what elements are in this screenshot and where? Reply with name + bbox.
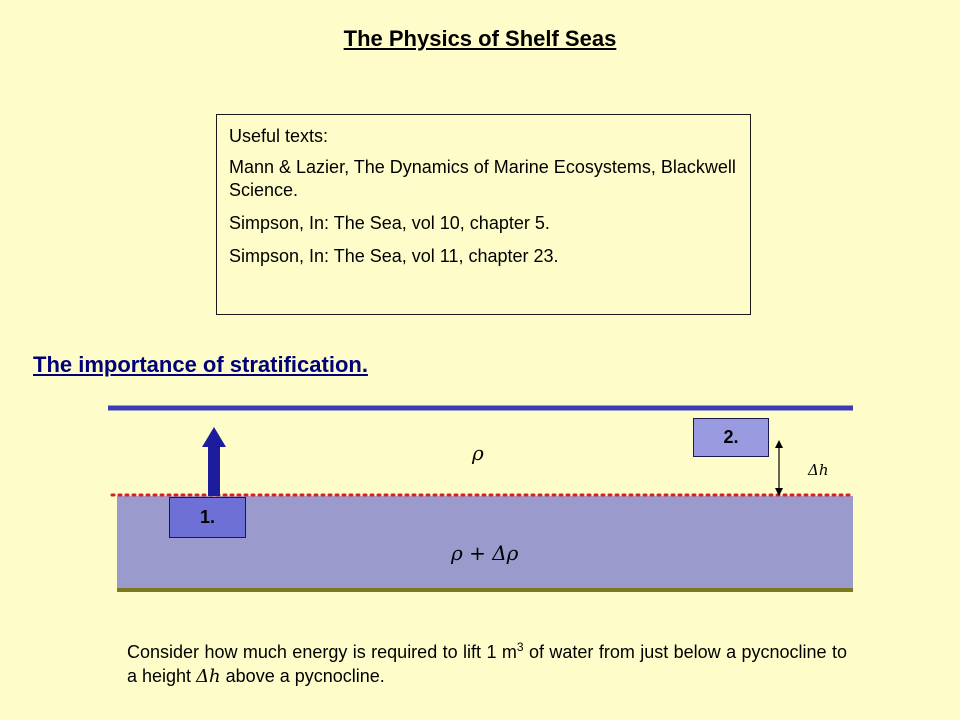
parcel-box-2: 2. — [693, 418, 769, 457]
height-arrow — [775, 440, 783, 496]
height-label: Δh — [808, 461, 829, 479]
parcel-box-1: 1. — [169, 497, 246, 538]
caption-superscript: 3 — [516, 640, 524, 654]
upper-density-label: ρ — [472, 441, 484, 465]
reference-item: Mann & Lazier, The Dynamics of Marine Ecosystems, Blackwell Science. — [229, 157, 736, 200]
reference-item: Simpson, In: The Sea, vol 11, chapter 23. — [229, 246, 559, 266]
lift-arrow — [202, 427, 226, 496]
caption-text — [127, 640, 847, 689]
reference-item: Simpson, In: The Sea, vol 10, chapter 5. — [229, 213, 550, 233]
section-heading: The importance of stratification. — [33, 352, 368, 377]
caption-symbol: Δh — [196, 666, 221, 687]
lower-density-label: ρ + Δρ — [451, 541, 519, 565]
useful-texts-heading: Useful texts: — [229, 126, 329, 146]
caption-part: above a pycnocline. — [220, 666, 385, 686]
caption-part: Consider how much energy is required to lift 1 m — [127, 642, 517, 662]
caption-part: of water from just below a pycnocline to a height — [127, 642, 847, 686]
page-title: The Physics of Shelf Seas — [343, 26, 617, 51]
